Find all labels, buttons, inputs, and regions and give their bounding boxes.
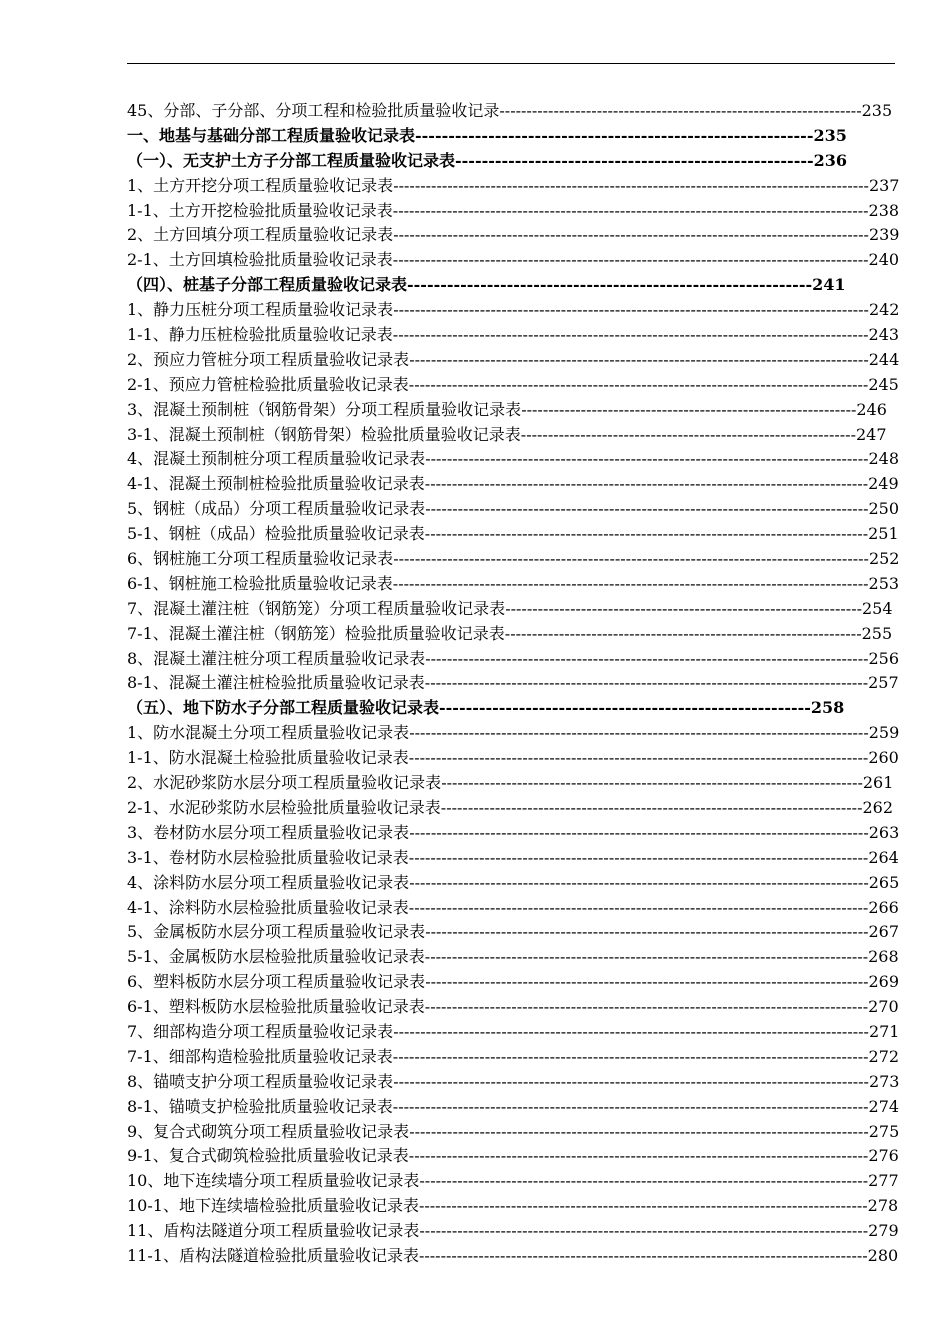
toc-entry-title: 8-1、混凝土灌注桩检验批质量验收记录表 xyxy=(127,673,425,693)
toc-page-number: 269 xyxy=(868,972,900,992)
toc-page-number: 242 xyxy=(868,300,900,320)
toc-entry[interactable] xyxy=(127,920,900,945)
toc-page-number: 264 xyxy=(868,847,899,867)
toc-dot-leader: ---------------------------------------------------------------------------------- xyxy=(424,524,869,544)
toc-page-number: 256 xyxy=(868,648,900,668)
toc-entry-title: 11-1、盾构法隧道检验批质量验收记录表 xyxy=(127,1245,419,1265)
toc-entry-title: 6、钢桩施工分项工程质量验收记录表 xyxy=(127,549,394,569)
toc-page-number: 250 xyxy=(868,499,900,519)
toc-dot-leader: ---------------------------------------------------------------------------------------- xyxy=(393,175,869,195)
toc-entry-title: 1-1、静力压桩检验批质量验收记录表 xyxy=(127,325,393,345)
toc-entry[interactable] xyxy=(127,373,899,398)
toc-entry-title: 2-1、土方回填检验批质量验收记录表 xyxy=(127,250,393,270)
toc-entry[interactable] xyxy=(127,472,899,497)
toc-page-number: 247 xyxy=(855,424,887,444)
toc-entry[interactable] xyxy=(127,721,900,746)
toc-entry-title: 5-1、金属板防水层检验批质量验收记录表 xyxy=(127,947,425,967)
toc-entry[interactable] xyxy=(127,223,900,248)
toc-page-number: 258 xyxy=(810,698,845,718)
toc-dot-leader: ---------------------------------------------------------------------------------- xyxy=(424,474,869,494)
toc-entry-title: （四）、桩基子分部工程质量验收记录表 xyxy=(127,275,408,295)
toc-page-number: 257 xyxy=(868,673,899,693)
toc-page-number: 240 xyxy=(868,250,900,270)
toc-dot-leader: ------------------------------------------------------------------------------ xyxy=(441,773,863,793)
toc-dot-leader: ---------------------------------------------------------------------------------------- xyxy=(392,1096,869,1116)
toc-page-number: 277 xyxy=(868,1171,899,1191)
toc-entry-title: 8-1、锚喷支护检验批质量验收记录表 xyxy=(127,1096,393,1116)
toc-dot-leader: ---------------------------------------------------------------------------------- xyxy=(424,673,869,693)
toc-dot-leader: ------------------------------------------------------------------------------------- xyxy=(408,748,869,768)
toc-dot-leader: ------------------------------------------------------------------ xyxy=(504,623,862,643)
toc-entry[interactable] xyxy=(127,497,900,522)
toc-entry-title: （五）、地下防水子分部工程质量验收记录表 xyxy=(127,698,440,718)
toc-entry[interactable] xyxy=(127,1020,900,1045)
toc-page-number: 236 xyxy=(813,150,848,170)
toc-page-number: 246 xyxy=(856,399,887,419)
toc-dot-leader: ------------------------------------------------------------------- xyxy=(499,101,862,120)
toc-entry-title: 1-1、土方开挖检验批质量验收记录表 xyxy=(127,200,393,220)
toc-page-number: 255 xyxy=(861,623,893,643)
toc-page-number: 237 xyxy=(868,175,900,195)
toc-page-number: 273 xyxy=(868,1071,900,1091)
toc-dot-leader: ------------------------------------------------------------------------------------- xyxy=(409,1121,869,1141)
toc-dot-leader: ------------------------------------------------------------------------------------- xyxy=(408,847,869,867)
toc-entry[interactable] xyxy=(127,447,900,472)
toc-entry-title: 3-1、混凝土预制桩（钢筋骨架）检验批质量验收记录表 xyxy=(127,424,521,444)
toc-entry[interactable] xyxy=(127,348,900,373)
toc-entry-title: 10-1、地下连续墙检验批质量验收记录表 xyxy=(127,1196,419,1216)
toc-entry-title: 6-1、塑料板防水层检验批质量验收记录表 xyxy=(127,997,425,1017)
toc-page-number: 278 xyxy=(867,1196,899,1216)
toc-page-number: 243 xyxy=(868,325,900,345)
toc-dot-leader: ---------------------------------------------------------------------------------------- xyxy=(392,325,869,345)
toc-dot-leader: ------------------------------------------------------------------------------------- xyxy=(409,723,869,743)
toc-entry[interactable] xyxy=(127,896,899,921)
toc-entry[interactable] xyxy=(127,423,887,448)
toc-dot-leader: ---------------------------------------------------------------------------------------- xyxy=(393,1071,869,1091)
toc-entry[interactable] xyxy=(127,522,899,547)
toc-entry[interactable] xyxy=(127,1095,900,1120)
toc-dot-leader: -------------------------------------------------------------- xyxy=(521,399,857,419)
toc-entry[interactable] xyxy=(127,149,867,174)
toc-entry-title: 4-1、涂料防水层检验批质量验收记录表 xyxy=(127,897,409,917)
toc-dot-leader: ---------------------------------------------------------------------------------- xyxy=(425,499,869,519)
toc-page-number: 276 xyxy=(868,1146,899,1166)
toc-entry-title: 9-1、复合式砌筑检验批质量验收记录表 xyxy=(127,1146,409,1166)
toc-entry-title: 3-1、卷材防水层检验批质量验收记录表 xyxy=(127,847,409,867)
toc-entry-title: 2、土方回填分项工程质量验收记录表 xyxy=(127,225,394,245)
toc-dot-leader: ---------------------------------------------------------------------------------------- xyxy=(392,1046,869,1066)
toc-entry-title: 5、金属板防水层分项工程质量验收记录表 xyxy=(127,922,426,942)
toc-entry[interactable] xyxy=(127,796,894,821)
toc-page-number: 266 xyxy=(868,897,899,917)
toc-entry[interactable] xyxy=(127,846,899,871)
toc-entry[interactable] xyxy=(127,1070,900,1095)
toc-dot-leader: ---------------------------------------------------------------------------------- xyxy=(424,997,869,1017)
toc-page-number: 265 xyxy=(868,872,900,892)
toc-entry[interactable] xyxy=(127,547,900,572)
toc-page-number: 249 xyxy=(868,474,899,494)
toc-dot-leader: ---------------------------------------------------------------------------------------- xyxy=(393,1021,869,1041)
toc-entry-title: 11、盾构法隧道分项工程质量验收记录表 xyxy=(127,1221,420,1241)
toc-entry-title: 3、混凝土预制桩（钢筋骨架）分项工程质量验收记录表 xyxy=(127,399,522,419)
toc-entry-title: 2-1、预应力管桩检验批质量验收记录表 xyxy=(127,374,409,394)
toc-entry-title: 7-1、细部构造检验批质量验收记录表 xyxy=(127,1046,393,1066)
toc-entry-title: 5-1、钢桩（成品）检验批质量验收记录表 xyxy=(127,524,425,544)
toc-page-number: 235 xyxy=(813,125,847,145)
toc-page-number: 280 xyxy=(867,1245,899,1265)
toc-entry[interactable] xyxy=(127,174,900,199)
toc-entry-title: 1、土方开挖分项工程质量验收记录表 xyxy=(127,175,394,195)
toc-dot-leader: ------------------------------------------------------------------------------------- xyxy=(408,374,869,394)
toc-dot-leader: ---------------------------------------------------------------------------------- xyxy=(424,947,869,967)
toc-page-number: 239 xyxy=(868,225,900,245)
toc-entry[interactable] xyxy=(127,1045,900,1070)
toc-entry-title: 2、水泥砂浆防水层分项工程质量验收记录表 xyxy=(127,773,442,793)
toc-entry-title: 7、细部构造分项工程质量验收记录表 xyxy=(127,1021,394,1041)
toc-entry[interactable] xyxy=(127,821,900,846)
toc-entry[interactable] xyxy=(127,1244,899,1269)
toc-entry-title: 9、复合式砌筑分项工程质量验收记录表 xyxy=(127,1121,410,1141)
toc-page-number: 260 xyxy=(868,748,899,768)
toc-entry[interactable] xyxy=(127,771,894,796)
toc-page-number: 238 xyxy=(868,200,900,220)
toc-page-number: 253 xyxy=(868,573,900,593)
toc-entry[interactable] xyxy=(127,1194,899,1219)
toc-dot-leader: ------------------------------------------------------------------------------------- xyxy=(409,872,869,892)
toc-entry[interactable] xyxy=(127,124,867,149)
toc-dot-leader: ----------------------------------------------------------------------------------- xyxy=(419,1221,869,1241)
toc-page-number: 259 xyxy=(868,723,900,743)
toc-entry[interactable] xyxy=(127,597,893,622)
toc-page-number: 275 xyxy=(868,1121,900,1141)
toc-entry[interactable] xyxy=(127,323,900,348)
toc-dot-leader: ---------------------------------------------------------------------------------- xyxy=(425,922,869,942)
toc-entry-title: （一）、无支护土方子分部工程质量验收记录表 xyxy=(127,150,456,170)
toc-dot-leader: -------------------------------------------------------------- xyxy=(520,424,856,444)
toc-dot-leader: ----------------------------------------------------------------------------------- xyxy=(418,1245,868,1265)
toc-entry[interactable] xyxy=(127,970,900,995)
toc-entry-title: 4、涂料防水层分项工程质量验收记录表 xyxy=(127,872,410,892)
toc-page-number: 271 xyxy=(868,1021,900,1041)
toc-dot-leader: ---------------------------------------------------------------------------------------- xyxy=(392,573,869,593)
toc-entry[interactable] xyxy=(127,696,867,721)
toc-dot-leader: ------------------------------------------------------------------------------------- xyxy=(408,897,869,917)
toc-entry-title: 8、混凝土灌注桩分项工程质量验收记录表 xyxy=(127,648,426,668)
toc-entry[interactable] xyxy=(127,871,900,896)
toc-page-number: 263 xyxy=(868,822,900,842)
toc-entry[interactable] xyxy=(127,671,899,696)
toc-entry[interactable] xyxy=(127,199,900,224)
toc-dot-leader: ------------------------------------------------------------------------------ xyxy=(440,797,863,817)
toc-entry[interactable] xyxy=(127,647,900,672)
toc-page-number: 279 xyxy=(868,1221,899,1241)
toc-entry[interactable] xyxy=(127,1144,899,1169)
toc-entry-title: 1-1、防水混凝土检验批质量验收记录表 xyxy=(127,748,409,768)
toc-entry-title: 10、地下连续墙分项工程质量验收记录表 xyxy=(127,1171,420,1191)
toc-dot-leader: ---------------------------------------------------------------------------------------- xyxy=(393,549,869,569)
toc-entry[interactable] xyxy=(127,945,899,970)
toc-page-number: 245 xyxy=(868,374,899,394)
table-of-contents xyxy=(127,99,900,1269)
toc-entry[interactable] xyxy=(127,298,900,323)
toc-page-number: 261 xyxy=(862,773,894,793)
toc-entry[interactable] xyxy=(127,995,899,1020)
toc-entry-title: 6-1、钢桩施工检验批质量验收记录表 xyxy=(127,573,393,593)
toc-page-number: 270 xyxy=(868,997,899,1017)
toc-dot-leader: ------------------------------------------------------------------------------------- xyxy=(409,349,869,369)
toc-entry-title: 45、分部、子分部、分项工程和检验批质量验收记录 xyxy=(127,101,500,120)
toc-page-number: 254 xyxy=(862,598,893,618)
toc-entry-title: 4-1、混凝土预制桩检验批质量验收记录表 xyxy=(127,474,425,494)
toc-dot-leader: ------------------------------------------------------ xyxy=(455,150,814,170)
toc-dot-leader: ---------------------------------------------------------------------------------------- xyxy=(393,300,869,320)
toc-dot-leader: ----------------------------------------------------------------------------------- xyxy=(419,1171,869,1191)
toc-dot-leader: ------------------------------------------------------------------------------------- xyxy=(409,822,869,842)
toc-dot-leader: ------------------------------------------------------------ xyxy=(415,125,814,145)
toc-page-number: 244 xyxy=(868,349,900,369)
toc-page-number: 267 xyxy=(868,922,900,942)
toc-dot-leader: ---------------------------------------------------------------------------------------- xyxy=(392,200,869,220)
toc-entry-title: 1、静力压桩分项工程质量验收记录表 xyxy=(127,300,394,320)
toc-entry-title: 2、预应力管桩分项工程质量验收记录表 xyxy=(127,349,410,369)
toc-entry-title: 1、防水混凝土分项工程质量验收记录表 xyxy=(127,723,410,743)
toc-dot-leader: ----------------------------------------------------------------------------------- xyxy=(418,1196,868,1216)
toc-page-number: 272 xyxy=(868,1046,900,1066)
toc-entry[interactable] xyxy=(127,99,893,124)
toc-entry-title: 6、塑料板防水层分项工程质量验收记录表 xyxy=(127,972,426,992)
toc-entry[interactable] xyxy=(127,622,893,647)
toc-entry-title: 2-1、水泥砂浆防水层检验批质量验收记录表 xyxy=(127,797,441,817)
toc-entry-title: 4、混凝土预制桩分项工程质量验收记录表 xyxy=(127,449,426,469)
toc-dot-leader: ------------------------------------------------------------------ xyxy=(505,598,862,618)
toc-page-number: 262 xyxy=(862,797,894,817)
toc-entry[interactable] xyxy=(127,1120,900,1145)
toc-page-number: 252 xyxy=(868,549,900,569)
header-rule xyxy=(127,63,895,64)
toc-entry-title: 7、混凝土灌注桩（钢筋笼）分项工程质量验收记录表 xyxy=(127,598,506,618)
toc-dot-leader: ------------------------------------------------------------- xyxy=(407,275,813,295)
toc-dot-leader: ---------------------------------------------------------------------------------- xyxy=(425,449,869,469)
toc-entry[interactable] xyxy=(127,273,867,298)
toc-entry[interactable] xyxy=(127,746,899,771)
toc-page-number: 241 xyxy=(812,275,846,295)
toc-dot-leader: ---------------------------------------------------------------------------------- xyxy=(425,972,869,992)
toc-dot-leader: ------------------------------------------------------------------------------------- xyxy=(408,1146,869,1166)
toc-entry[interactable] xyxy=(127,572,900,597)
toc-entry-title: 一、地基与基础分部工程质量验收记录表 xyxy=(127,125,416,145)
toc-entry[interactable] xyxy=(127,248,900,273)
toc-page-number: 248 xyxy=(868,449,900,469)
toc-entry[interactable] xyxy=(127,1219,899,1244)
toc-dot-leader: ---------------------------------------------------------------------------------- xyxy=(425,648,869,668)
toc-page-number: 274 xyxy=(868,1096,900,1116)
toc-page-number: 268 xyxy=(868,947,899,967)
toc-dot-leader: -------------------------------------------------------- xyxy=(439,698,811,718)
toc-entry-title: 5、钢桩（成品）分项工程质量验收记录表 xyxy=(127,499,426,519)
toc-entry-title: 7-1、混凝土灌注桩（钢筋笼）检验批质量验收记录表 xyxy=(127,623,505,643)
toc-entry[interactable] xyxy=(127,398,887,423)
toc-dot-leader: ---------------------------------------------------------------------------------------- xyxy=(393,225,869,245)
toc-entry-title: 8、锚喷支护分项工程质量验收记录表 xyxy=(127,1071,394,1091)
toc-page-number: 235 xyxy=(861,101,893,120)
toc-entry-title: 3、卷材防水层分项工程质量验收记录表 xyxy=(127,822,410,842)
toc-page-number: 251 xyxy=(868,524,899,544)
toc-entry[interactable] xyxy=(127,1169,899,1194)
toc-dot-leader: ---------------------------------------------------------------------------------------- xyxy=(392,250,869,270)
